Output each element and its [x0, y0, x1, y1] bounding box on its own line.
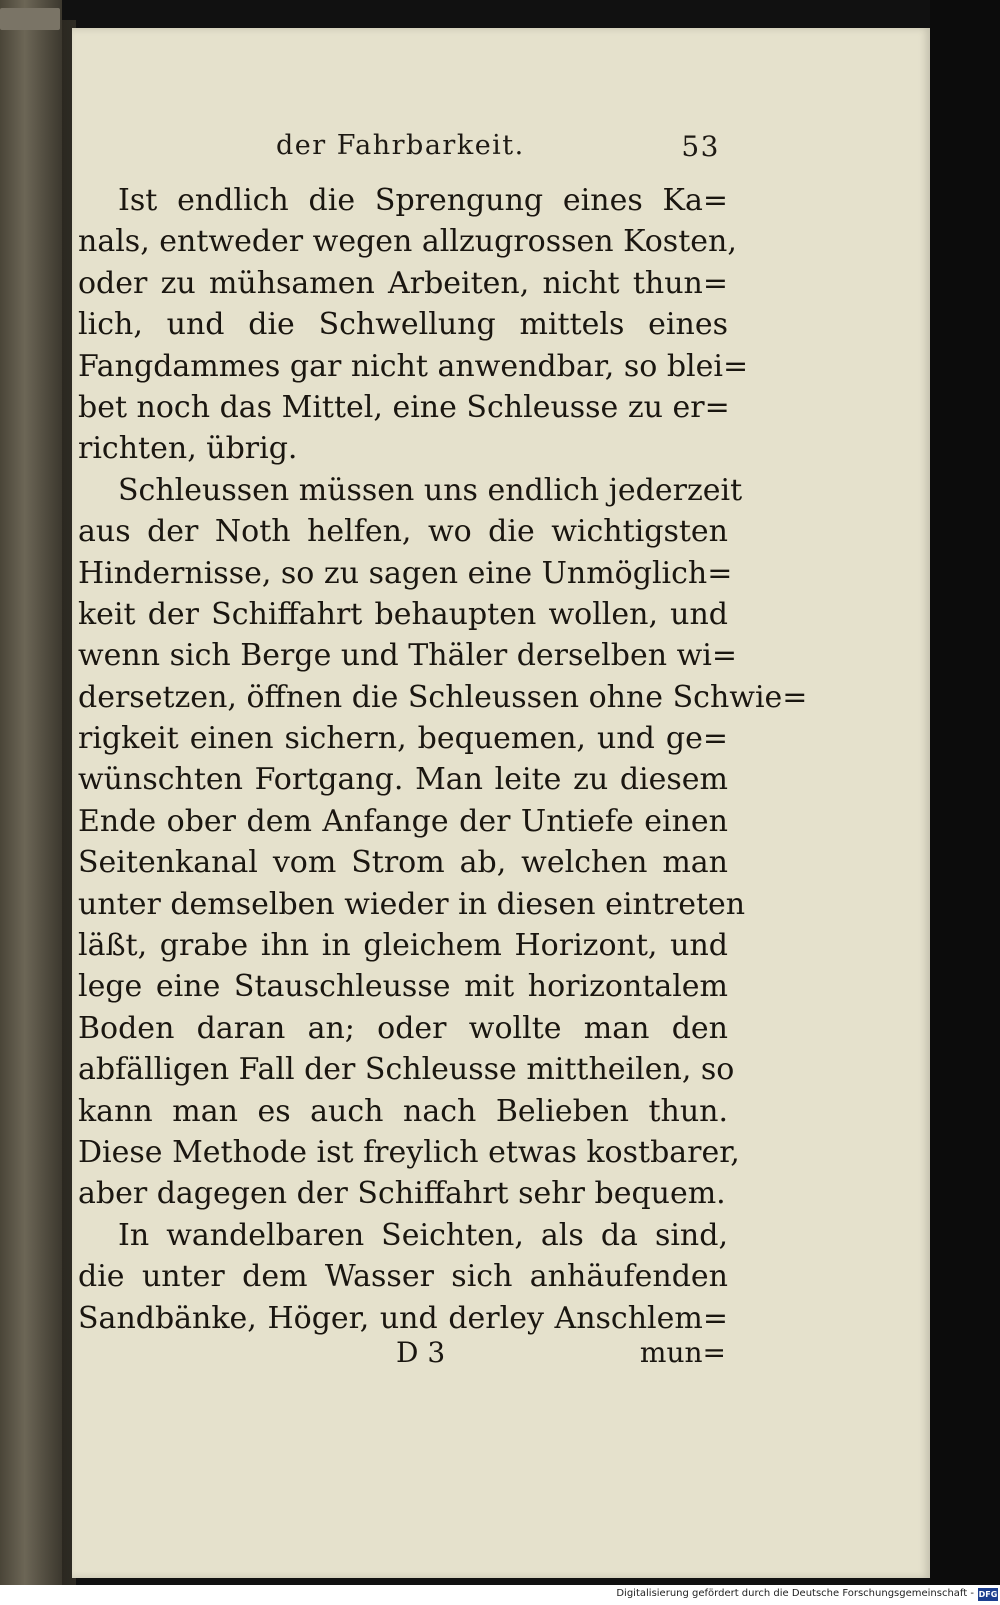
text-line: wünschten Fortgang. Man leite zu diesem: [78, 762, 728, 798]
credit-bar: [0, 1585, 1000, 1605]
cover-tab: [0, 8, 60, 30]
text-line: oder zu mühsamen Arbeiten, nicht thun=: [78, 265, 728, 301]
text-line: unter demselben wieder in diesen eintreten: [78, 886, 746, 922]
text-line: dersetzen, öffnen die Schleussen ohne Schwie=: [78, 679, 808, 715]
scan-background: [930, 0, 1000, 1585]
page-header: [196, 126, 736, 170]
text-line: wenn sich Berge und Thäler derselben wi=: [78, 638, 737, 674]
catchword: mun=: [639, 1336, 726, 1369]
text-line: Sandbänke, Höger, und derley Anschlem=: [78, 1300, 728, 1336]
page-number: 53: [681, 130, 720, 163]
text-line: richten, übrig.: [78, 431, 298, 467]
text-line: In wandelbaren Seichten, als da sind,: [118, 1217, 728, 1253]
text-line: kann man es auch nach Belieben thun.: [78, 1093, 728, 1129]
text-line: rigkeit einen sichern, bequemen, und ge=: [78, 721, 728, 757]
text-line: abfälligen Fall der Schleusse mittheilen, so: [78, 1052, 735, 1088]
text-line: Diese Methode ist freylich etwas kostbarer,: [78, 1134, 740, 1170]
text-line: Seitenkanal vom Strom ab, welchen man: [78, 845, 728, 881]
page-footer: [396, 1336, 726, 1376]
text-line: bet noch das Mittel, eine Schleusse zu er=: [78, 389, 730, 425]
text-line: aus der Noth helfen, wo die wichtigsten: [78, 514, 728, 550]
text-line: keit der Schiffahrt behaupten wollen, und: [78, 596, 728, 632]
text-line: läßt, grabe ihn in gleichem Horizont, und: [78, 928, 728, 964]
text-line: nals, entweder wegen allzugrossen Kosten,: [78, 224, 737, 260]
text-line: die unter dem Wasser sich anhäufenden: [78, 1259, 728, 1295]
credit-text: Digitalisierung gefördert durch die Deutsche Forschungsgemeinschaft -: [616, 1588, 974, 1599]
text-line: Boden daran an; oder wollte man den: [78, 1010, 728, 1046]
body-text: [78, 180, 808, 1339]
running-head: der Fahrbarkeit.: [276, 130, 525, 161]
text-line: Schleussen müssen uns endlich jederzeit: [118, 472, 743, 508]
text-line: Fangdammes gar nicht anwendbar, so blei=: [78, 348, 749, 384]
book-cover-edge: [0, 0, 62, 1585]
signature-mark: D 3: [396, 1336, 446, 1369]
text-line: Hindernisse, so zu sagen eine Unmöglich=: [78, 555, 733, 591]
dfg-logo: DFG: [978, 1590, 998, 1599]
text-line: lich, und die Schwellung mittels eines: [78, 307, 728, 343]
text-line: lege eine Stauschleusse mit horizontalem: [78, 969, 728, 1005]
text-line: Ist endlich die Sprengung eines Ka=: [118, 183, 728, 218]
text-line: Ende ober dem Anfange der Untiefe einen: [78, 803, 728, 839]
text-line: aber dagegen der Schiffahrt sehr bequem.: [78, 1176, 726, 1212]
